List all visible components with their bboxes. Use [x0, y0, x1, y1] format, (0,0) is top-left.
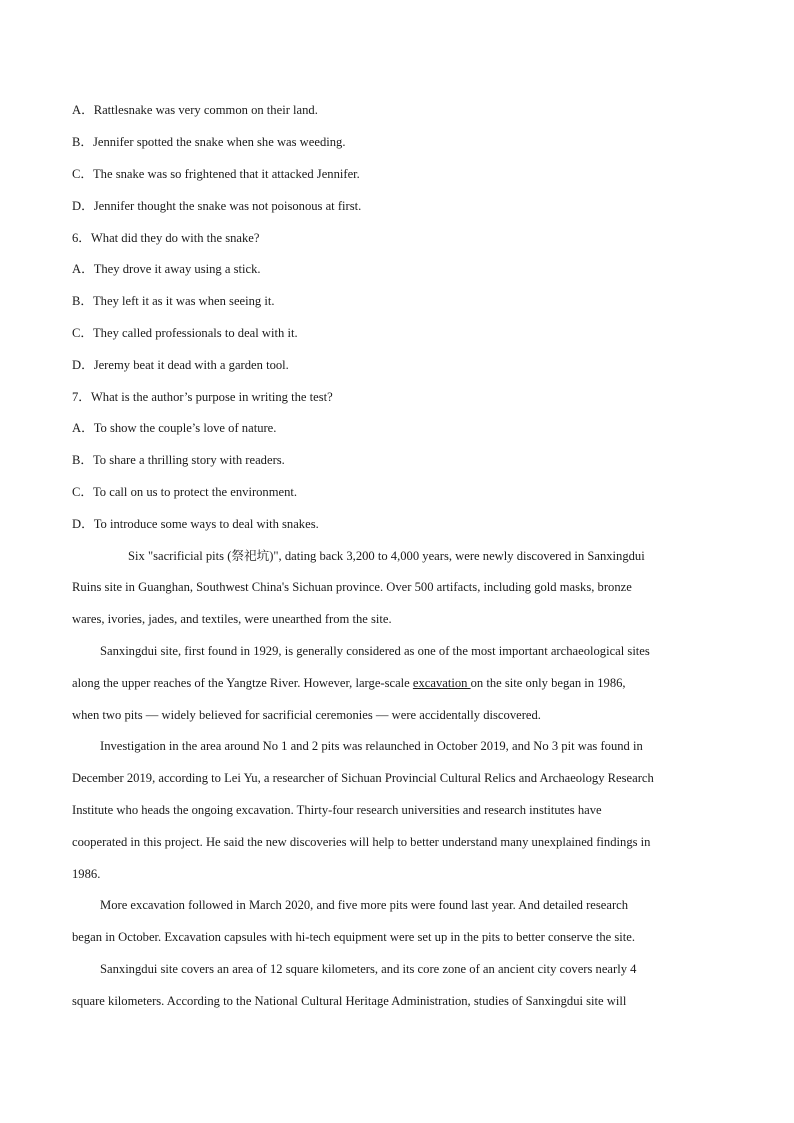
passage-p2-line-2	[72, 675, 626, 691]
passage-p2-line-1: Sanxingdui site, first found in 1929, is generally considered as one of the most important archaeological sites	[100, 644, 650, 658]
q6-option-c: C．They called professionals to deal with it.	[72, 326, 298, 340]
passage-p1-line-2: Ruins site in Guanghan, Southwest China's Sichuan province. Over 500 artifacts, including gold masks, bronze	[72, 580, 632, 594]
passage-p3-line-5: 1986.	[72, 867, 101, 881]
q7-option-b: B．To share a thrilling story with readers.	[72, 453, 285, 467]
q6-stem: 6．What did they do with the snake?	[72, 231, 260, 245]
q6-option-a: A．They drove it away using a stick.	[72, 262, 261, 276]
passage-p1-line-1: Six "sacrificial pits (祭祀坑)", dating back 3,200 to 4,000 years, were newly discovered in Sanxingdui	[128, 549, 645, 563]
q7-stem: 7．What is the author’s purpose in writing the test?	[72, 390, 333, 404]
passage-p5-line-1: Sanxingdui site covers an area of 12 square kilometers, and its core zone of an ancient city covers nearly 4	[100, 962, 637, 976]
passage-p3-line-4: cooperated in this project. He said the new discoveries will help to better understand many unexplained findings in	[72, 835, 651, 849]
passage-p1-line-3: wares, ivories, jades, and textiles, were unearthed from the site.	[72, 612, 392, 626]
q7-option-c: C．To call on us to protect the environment.	[72, 485, 298, 499]
passage-p4-line-2: began in October. Excavation capsules with hi-tech equipment were set up in the pits to better conserve the site.	[72, 930, 636, 944]
underlined-word-excavation: excavation	[412, 676, 471, 690]
q5-option-a: A．Rattlesnake was very common on their land.	[72, 103, 318, 117]
passage-p3-line-1: Investigation in the area around No 1 and 2 pits was relaunched in October 2019, and No 3 pit was found in	[100, 739, 643, 753]
passage-p2-line-3: when two pits — widely believed for sacrificial ceremonies — were accidentally discovered.	[72, 708, 541, 722]
q7-option-d: D．To introduce some ways to deal with snakes.	[72, 517, 319, 531]
q6-option-d: D．Jeremy beat it dead with a garden tool.	[72, 358, 289, 372]
q7-option-a: A．To show the couple’s love of nature.	[72, 421, 277, 435]
passage-p2-line-2-end: on the site only began in 1986,	[470, 676, 626, 690]
passage-p5-line-2: square kilometers. According to the National Cultural Heritage Administration, studies of Sanxingdui site will	[72, 994, 627, 1008]
q5-option-c: C．The snake was so frightened that it attacked Jennifer.	[72, 167, 360, 181]
q6-option-b: B．They left it as it was when seeing it.	[72, 294, 275, 308]
passage-p4-line-1: More excavation followed in March 2020, and five more pits were found last year. And detailed research	[100, 898, 629, 912]
passage-p3-line-3: Institute who heads the ongoing excavation. Thirty-four research universities and research institutes have	[72, 803, 602, 817]
passage-p2-line-2-start: along the upper reaches of the Yangtze River. However, large-scale	[72, 676, 413, 690]
q5-option-b: B．Jennifer spotted the snake when she was weeding.	[72, 135, 346, 149]
q5-option-d: D．Jennifer thought the snake was not poisonous at first.	[72, 199, 362, 213]
passage-p3-line-2: December 2019, according to Lei Yu, a researcher of Sichuan Provincial Cultural Relics and Archaeology Research	[72, 771, 654, 785]
